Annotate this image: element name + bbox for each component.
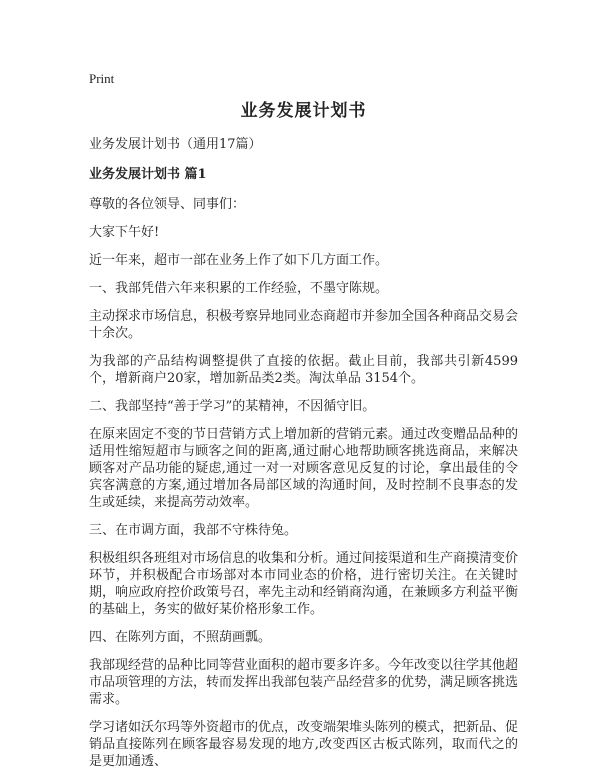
point-heading: 四、在陈列方面，不照葫画瓢。 (89, 630, 272, 645)
body-paragraph: 近一年来，超市一部在业务上作了如下几方面工作。 (89, 253, 389, 268)
body-paragraph: 在原来固定不变的节日营销方式上增加新的营销元素。通过改变赠品品种的适用性缩短超市与顾客之间的距离,通过耐心地帮助顾客挑选商品，来解决顾客对产品功能的疑虑,通过一对一对顾客意见反复的讨论，拿出最佳的令宾客满意的方案,通过增加各局部区域的沟通时间，及时控制不良事态的发生或延续，来提高劳动效率。 (89, 427, 519, 510)
print-link[interactable]: Print (89, 71, 115, 86)
body-paragraph: 主动探求市场信息，积极考察异地同业态商超市并参加全国各种商品交易会十余次。 (89, 309, 519, 341)
document-title: 业务发展计划书 (240, 101, 367, 121)
document-subtitle: 业务发展计划书（通用17篇） (89, 137, 262, 152)
point-heading: 三、在市调方面，我部不守株待兔。 (89, 523, 298, 538)
section-heading: 业务发展计划书 篇1 (89, 167, 207, 182)
body-paragraph: 学习诸如沃尔玛等外资超市的优点，改变端架堆头陈列的模式，把新品、促销品直接陈列在顾客最容易发现的地方,改变西区古板式陈列，取而代之的是更加通透、 (89, 720, 519, 769)
point-heading: 二、我部坚持“善于学习”的某精神，不因循守旧。 (89, 399, 376, 414)
body-paragraph: 我部现经营的品种比同等营业面积的超市要多许多。今年改变以往学其他超市品项管理的方法，转而发挥出我部包装产品经营多的优势，满足顾客挑选需求。 (89, 658, 519, 707)
salutation-paragraph: 大家下午好! (89, 225, 160, 240)
body-paragraph: 积极组织各班组对市场信息的收集和分析。通过间接渠道和生产商摸清变价环节，并积极配合市场部对本市同业态的价格，进行密切关注。在关键时期，响应政府控价政策号召，率先主动和经销商沟通，在兼顾多方利益平衡的基础上，务实的做好某价格形象工作。 (89, 551, 519, 617)
point-heading: 一、我部凭借六年来积累的工作经验，不墨守陈规。 (89, 281, 389, 296)
greeting-paragraph: 尊敬的各位领导、同事们： (89, 197, 246, 212)
body-paragraph: 为我部的产品结构调整提供了直接的依据。截止目前，我部共引新4599个，增新商户20家，增加新品类2类。淘汰单品 3154个。 (89, 354, 518, 386)
